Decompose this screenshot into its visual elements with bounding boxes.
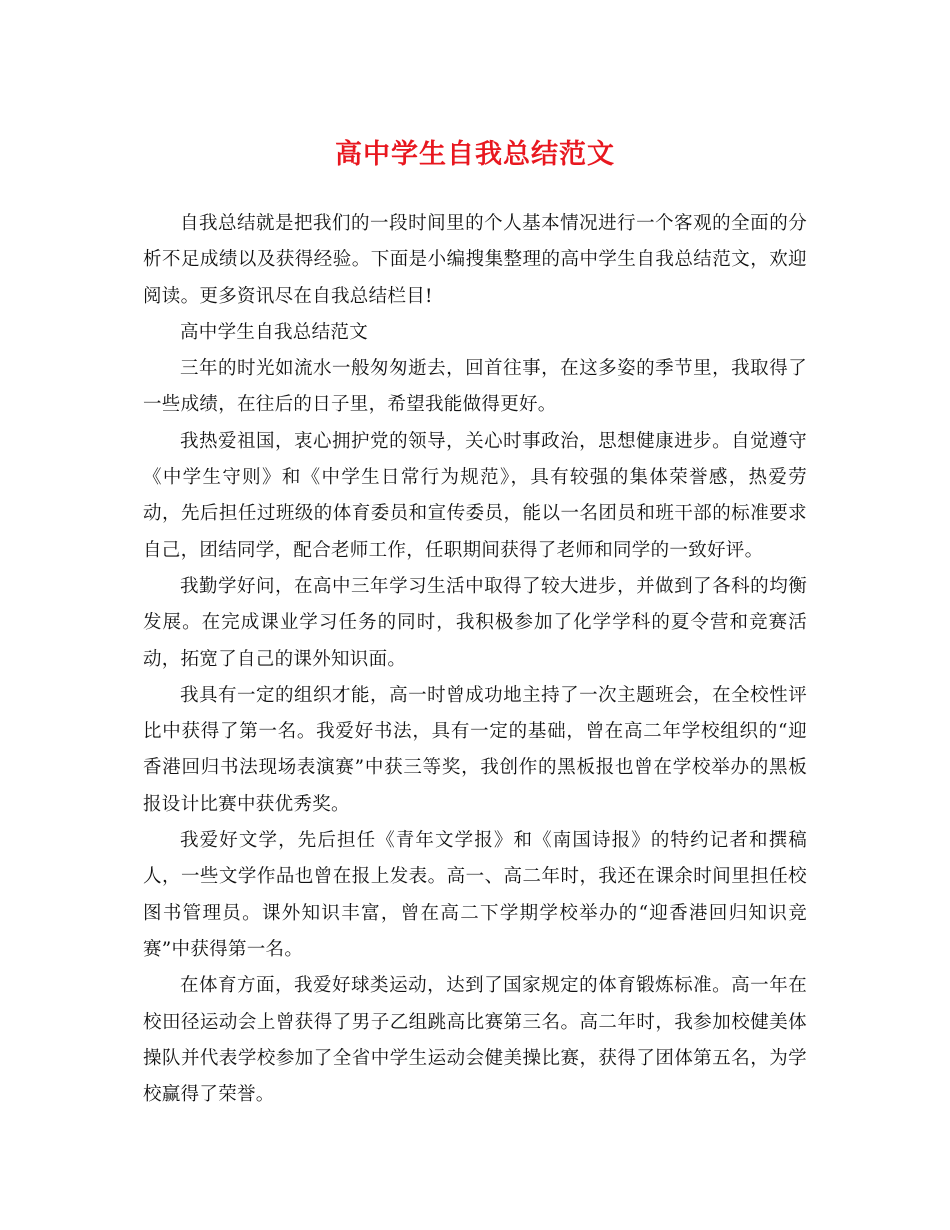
paragraph-literature: 我爱好文学，先后担任《青年文学报》和《南国诗报》的特约记者和撰稿人，一些文学作品也曾在报上发表。高一、高二年时，我还在课余时间里担任校图书管理员。课外知识丰富，曾在高二下学期学校举办的“迎香港回归知识竞赛”中获得第一名。 — [143, 830, 807, 960]
document-body — [143, 206, 807, 1113]
paragraph-organization: 我具有一定的组织才能，高一时曾成功地主持了一次主题班会，在全校性评比中获得了第一名。我爱好书法，具有一定的基础，曾在高二年学校组织的“迎香港回归书法现场表演赛”中获三等奖，我创作的黑板报也曾在学校举办的黑板报设计比赛中获优秀奖。 — [143, 684, 807, 815]
paragraph-sports: 在体育方面，我爱好球类运动，达到了国家规定的体育锻炼标准。高一年在校田径运动会上曾获得了男子乙组跳高比赛第三名。高二年时，我参加校健美体操队并代表学校参加了全省中学生运动会健美操比赛，获得了团体第五名，为学校赢得了荣誉。 — [143, 975, 807, 1106]
paragraph-patriotism: 我热爱祖国，衷心拥护党的领导，关心时事政治，思想健康进步。自觉遵守《中学生守则》和《中学生日常行为规范》，具有较强的集体荣誉感，热爱劳动，先后担任过班级的体育委员和宣传委员，能以一名团员和班干部的标准要求自己，团结同学，配合老师工作，任职期间获得了老师和同学的一致好评。 — [143, 430, 807, 561]
paragraph-study: 我勤学好问，在高中三年学习生活中取得了较大进步，并做到了各科的均衡发展。在完成课业学习任务的同时，我积极参加了化学学科的夏令营和竞赛活动，拓宽了自己的课外知识面。 — [143, 575, 807, 670]
document-title: 高中学生自我总结范文 — [335, 139, 615, 170]
paragraph-subtitle: 高中学生自我总结范文 — [180, 321, 369, 343]
paragraph-opening: 三年的时光如流水一般匆匆逝去，回首往事，在这多姿的季节里，我取得了一些成绩，在往后的日子里，希望我能做得更好。 — [143, 358, 807, 416]
paragraph-intro: 自我总结就是把我们的一段时间里的个人基本情况进行一个客观的全面的分析不足成绩以及获得经验。下面是小编搜集整理的高中学生自我总结范文，欢迎阅读。更多资讯尽在自我总结栏目! — [143, 213, 807, 307]
